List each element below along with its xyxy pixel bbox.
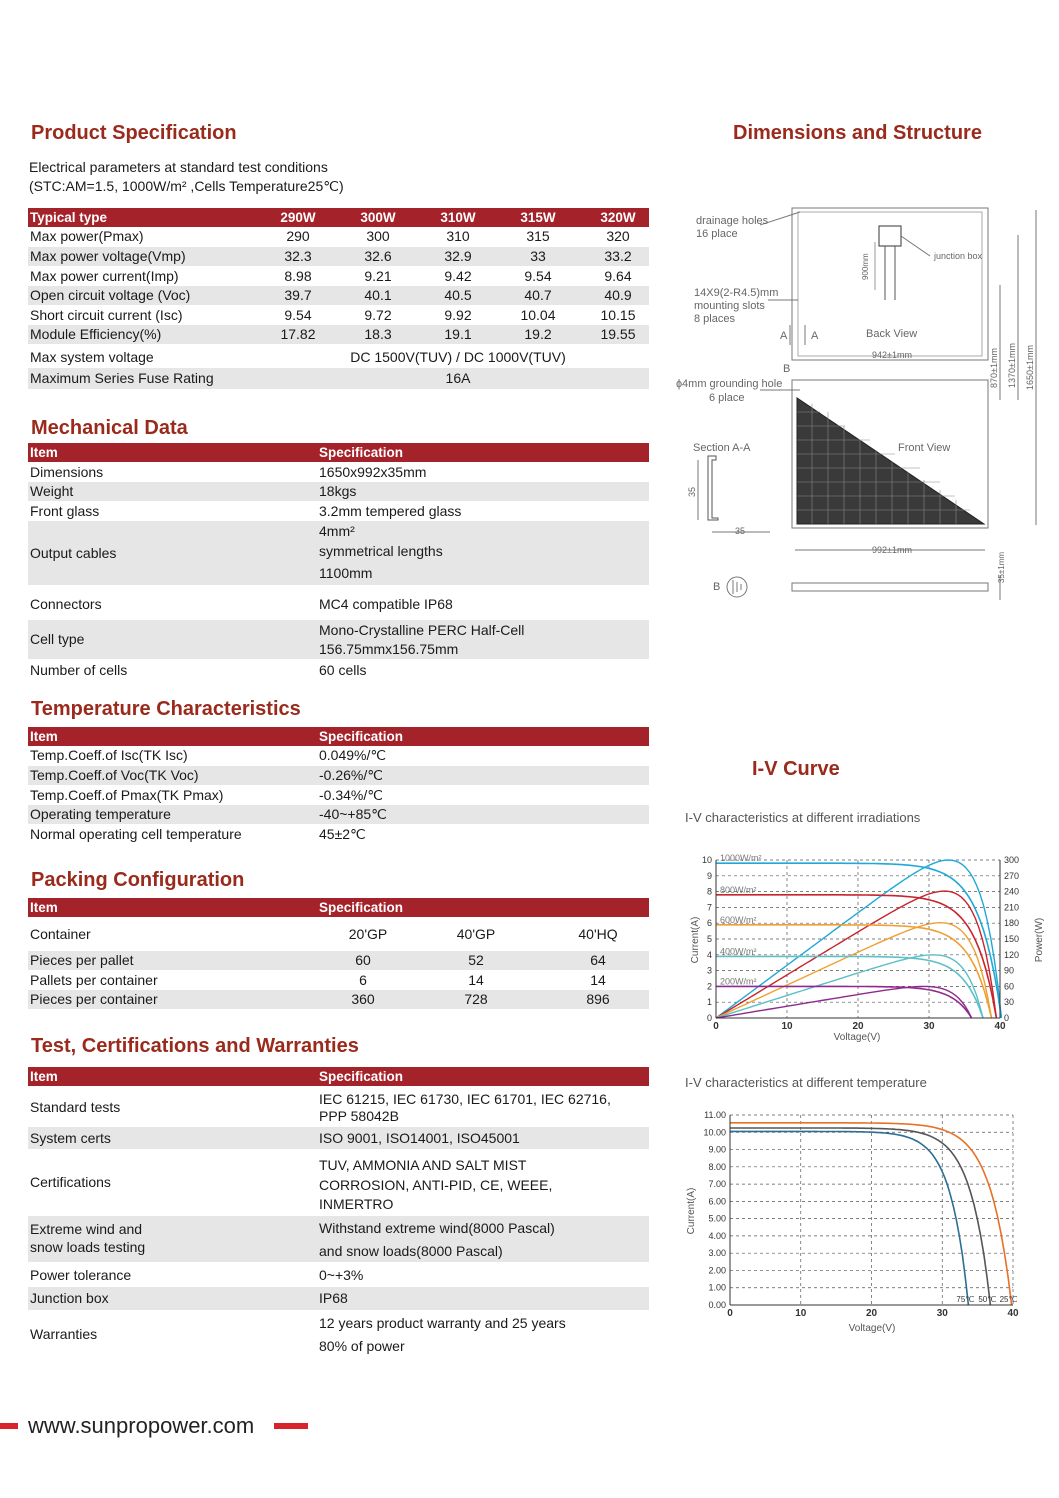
product-spec-row-label: Open circuit voltage (Voc)	[30, 287, 191, 303]
product-spec-row-value: 9.42	[444, 268, 472, 284]
product-spec-row-value: 19.1	[444, 326, 472, 342]
y-tick-label: 1.00	[708, 1282, 726, 1293]
warranties-label: Warranties	[30, 1326, 98, 1342]
num-cells-value: 60 cells	[319, 662, 367, 678]
y-tick-label: 0	[706, 1013, 712, 1023]
iv-curve-0	[730, 1131, 968, 1305]
product-spec-row-value: 9.64	[604, 268, 632, 284]
product-spec-row-value: 19.55	[600, 326, 636, 342]
y2-tick-label: 0	[1004, 1013, 1010, 1023]
product-spec-row-label: Short circuit current (Isc)	[30, 307, 183, 323]
fuse-rating-value: 16A	[445, 370, 471, 386]
section-dim-35: 35	[735, 526, 746, 536]
iv-curve-1	[730, 1128, 990, 1305]
junction-label: Junction box	[30, 1290, 109, 1306]
product-spec-row-value: 32.3	[284, 248, 312, 264]
back-view-label: Back View	[866, 328, 918, 340]
max-system-voltage-label: Max system voltage	[30, 349, 154, 365]
temperature-row-label: Temp.Coeff.of Pmax(TK Pmax)	[30, 787, 224, 803]
y-tick-label: 7	[706, 902, 712, 913]
product-spec-row-label: Max power current(Imp)	[30, 268, 179, 284]
y-tick-label: 0.00	[708, 1300, 726, 1310]
pieces-container-40hq: 896	[586, 991, 610, 1007]
output-cables-line: 1100mm	[319, 565, 373, 581]
fuse-rating-label: Maximum Series Fuse Rating	[30, 370, 214, 386]
y-tick-label: 10.00	[703, 1127, 726, 1138]
series-label: 1000W/m²	[720, 853, 762, 864]
y2-tick-label: 210	[1004, 902, 1020, 913]
y-tick-label: 8	[706, 886, 712, 897]
drainage-holes-label: drainage holes	[696, 215, 769, 227]
product-spec-row-value: 40.1	[364, 287, 392, 303]
front-glass-value: 3.2mm tempered glass	[319, 503, 462, 519]
product-spec-title: Product Specification	[31, 122, 237, 144]
grounding-hole-label: ɸ4mm grounding hole	[676, 378, 783, 390]
product-spec-row-label: Module Efficiency(%)	[30, 326, 162, 342]
section-aa-label: Section A-A	[693, 442, 751, 454]
series-label: 75℃	[956, 1295, 975, 1304]
product-spec-subtitle-stc: (STC:AM=1.5, 1000W/m² ,Cells Temperature25℃)	[29, 178, 344, 194]
packing-title: Packing Configuration	[31, 869, 245, 891]
y-tick-label: 4.00	[708, 1230, 726, 1241]
section-marker-a: A	[780, 330, 788, 342]
temperature-row-label: Temp.Coeff.of Voc(TK Voc)	[30, 767, 199, 783]
cell-type-line: Mono-Crystalline PERC Half-Cell	[319, 622, 525, 638]
dim-992: 992±1mm	[872, 545, 912, 555]
x-tick-label: 0	[713, 1021, 719, 1032]
warranties-line: 80% of power	[319, 1338, 405, 1354]
series-label: 800W/m²	[720, 884, 757, 895]
front-glass-label: Front glass	[30, 503, 100, 519]
y-tick-label: 3.00	[708, 1248, 726, 1259]
dimensions-value: 1650x992x35mm	[319, 464, 427, 480]
product-spec-row-value: 10.15	[600, 307, 636, 323]
header-290w: 290W	[280, 210, 316, 225]
x-tick-label: 0	[727, 1308, 733, 1319]
y-tick-label: 7.00	[708, 1179, 726, 1190]
header-specification: Specification	[319, 900, 404, 915]
y2-tick-label: 60	[1004, 981, 1015, 992]
product-spec-row-value: 40.9	[604, 287, 632, 303]
series-label: 600W/m²	[720, 914, 757, 925]
y2-tick-label: 30	[1004, 997, 1015, 1008]
num-cells-label: Number of cells	[30, 662, 128, 678]
y2-tick-label: 120	[1004, 949, 1020, 960]
side-view-panel	[792, 583, 988, 591]
header-item: Item	[30, 445, 58, 460]
temperature-row-value: 0.049%/℃	[319, 747, 387, 763]
pallets-container-40hq: 14	[590, 972, 606, 988]
grounding-hole-count: 6 place	[709, 392, 745, 404]
y-tick-label: 5	[706, 934, 712, 944]
temperature-title: Temperature Characteristics	[31, 698, 301, 720]
iv-chart1-title: I-V characteristics at different irradiations	[685, 810, 921, 825]
pieces-container-20gp: 360	[351, 991, 375, 1007]
product-spec-subtitle: Electrical parameters at standard test conditions	[29, 159, 328, 175]
dimensions-title: Dimensions and Structure	[733, 122, 982, 144]
product-spec-row-value: 18.3	[364, 326, 392, 342]
iv-temperature-chart	[680, 1105, 1030, 1335]
product-spec-row-value: 32.9	[444, 248, 472, 264]
pallets-container-20gp: 6	[359, 972, 367, 988]
pallets-container-label: Pallets per container	[30, 972, 158, 988]
dimensions-label: Dimensions	[30, 464, 104, 480]
y-tick-label: 6	[706, 918, 712, 929]
header-315w: 315W	[520, 210, 556, 225]
y-tick-label: 11.00	[704, 1110, 726, 1120]
mechanical-title: Mechanical Data	[31, 417, 188, 439]
dim-870: 870±1mm	[989, 348, 999, 388]
max-system-voltage-value: DC 1500V(TUV) / DC 1000V(TUV)	[350, 349, 566, 365]
iv-irradiation-chart	[680, 850, 1050, 1050]
x-tick-label: 30	[936, 1308, 948, 1319]
y-tick-label: 2	[706, 981, 712, 992]
standard-tests-label: Standard tests	[30, 1099, 121, 1115]
chart1-y2label: Power(W)	[1034, 917, 1045, 963]
wind-label: snow loads testing	[30, 1239, 146, 1255]
pieces-pallet-20gp: 60	[355, 952, 371, 968]
mounting-slots-label: mounting slots	[694, 300, 765, 312]
temperature-row-value: -0.26%/℃	[319, 767, 383, 783]
container-40hq: 40'HQ	[578, 926, 618, 942]
standard-tests-line: IEC 61215, IEC 61730, IEC 61701, IEC 62716,	[319, 1091, 611, 1107]
tests-title: Test, Certifications and Warranties	[31, 1035, 359, 1057]
y2-tick-label: 90	[1004, 965, 1015, 976]
product-spec-row-value: 33.2	[604, 248, 632, 264]
y-tick-label: 4	[706, 949, 712, 960]
header-300w: 300W	[360, 210, 396, 225]
mounting-slots-count: 8 places	[694, 313, 735, 325]
section-dim-35: 35	[687, 486, 697, 497]
tolerance-value: 0~+3%	[319, 1267, 364, 1283]
pallets-container-40gp: 14	[468, 972, 484, 988]
wind-line: and snow loads(8000 Pascal)	[319, 1243, 503, 1259]
x-tick-label: 20	[852, 1021, 864, 1032]
product-spec-row-value: 300	[366, 228, 390, 244]
container-40gp: 40'GP	[456, 926, 496, 942]
y-tick-label: 1	[706, 997, 712, 1008]
chart1-labels	[702, 853, 1019, 1032]
product-spec-row-value: 9.72	[364, 307, 392, 323]
header-specification: Specification	[319, 729, 404, 744]
x-tick-label: 10	[795, 1308, 807, 1319]
y-tick-label: 2.00	[708, 1265, 726, 1276]
system-certs-label: System certs	[30, 1130, 111, 1146]
front-view-label: Front View	[898, 442, 951, 454]
chart2-axes	[730, 1115, 1013, 1305]
header-item: Item	[30, 729, 58, 744]
product-spec-row-value: 40.7	[524, 287, 552, 303]
product-spec-row-value: 9.21	[364, 268, 392, 284]
weight-label: Weight	[30, 483, 74, 499]
warranties-line: 12 years product warranty and 25 years	[319, 1315, 566, 1331]
pieces-pallet-40gp: 52	[468, 952, 484, 968]
iv-curve-2	[730, 1123, 1012, 1305]
header-specification: Specification	[319, 445, 404, 460]
wind-line: Withstand extreme wind(8000 Pascal)	[319, 1220, 555, 1236]
y2-tick-label: 270	[1004, 870, 1020, 881]
output-cables-line: 4mm²	[319, 523, 355, 539]
output-cables-line: symmetrical lengths	[319, 543, 443, 559]
dim-35: 35±1mm	[997, 551, 1006, 583]
product-spec-row-value: 17.82	[280, 326, 316, 342]
chart1-ylabel: Current(A)	[690, 916, 701, 964]
product-spec-row-label: Max power voltage(Vmp)	[30, 248, 186, 264]
header-item: Item	[30, 1069, 58, 1084]
series-label: 25℃	[999, 1295, 1018, 1304]
header-310w: 310W	[440, 210, 476, 225]
marker-b: B	[713, 581, 721, 593]
chart2-xlabel: Voltage(V)	[848, 1323, 896, 1334]
junction-value: IP68	[319, 1290, 348, 1306]
certifications-line: TUV, AMMONIA AND SALT MIST	[319, 1157, 527, 1173]
x-tick-label: 20	[865, 1308, 878, 1319]
x-tick-label: 40	[994, 1021, 1006, 1032]
chart1-xlabel: Voltage(V)	[833, 1032, 881, 1043]
product-spec-row-value: 320	[606, 228, 630, 244]
product-spec-row-value: 310	[446, 228, 470, 244]
chart2-grid	[730, 1115, 1013, 1305]
temperature-row-value: -40~+85℃	[319, 806, 387, 822]
marker-b: B	[783, 363, 791, 375]
product-spec-row-value: 290	[286, 228, 310, 244]
tolerance-label: Power tolerance	[30, 1267, 132, 1283]
temperature-row-label: Normal operating cell temperature	[30, 826, 242, 842]
product-spec-row-label: Max power(Pmax)	[30, 228, 144, 244]
standard-tests-line: PPP 58042B	[319, 1108, 399, 1124]
header-typical-type: Typical type	[30, 210, 108, 225]
y2-tick-label: 300	[1004, 855, 1020, 865]
weight-value: 18kgs	[319, 483, 357, 499]
y2-tick-label: 150	[1004, 934, 1020, 944]
temperature-row-value: 45±2℃	[319, 826, 366, 842]
cell-type-label: Cell type	[30, 631, 85, 647]
pieces-pallet-40hq: 64	[590, 952, 606, 968]
cell-type-line: 156.75mmx156.75mm	[319, 641, 459, 657]
y-tick-label: 10	[701, 855, 712, 865]
product-spec-row-value: 19.2	[524, 326, 552, 342]
temperature-row-label: Operating temperature	[30, 806, 171, 822]
dim-942: 942±1mm	[872, 350, 912, 360]
certifications-line: CORROSION, ANTI-PID, CE, WEEE,	[319, 1177, 553, 1193]
wind-label: Extreme wind and	[30, 1221, 143, 1237]
product-spec-row-value: 8.98	[284, 268, 312, 284]
y-tick-label: 6.00	[708, 1196, 726, 1207]
output-cables-label: Output cables	[30, 545, 117, 561]
pieces-container-label: Pieces per container	[30, 991, 158, 1007]
drainage-holes-count: 16 place	[696, 228, 738, 240]
iv-chart2-title: I-V characteristics at different temperature	[685, 1075, 927, 1090]
iv-curve-title: I-V Curve	[752, 758, 840, 780]
y2-tick-label: 180	[1004, 918, 1020, 929]
container-20gp: 20'GP	[348, 926, 388, 942]
series-label: 200W/m²	[720, 976, 757, 987]
y2-tick-label: 240	[1004, 886, 1020, 897]
connectors-label: Connectors	[30, 596, 102, 612]
product-spec-row-value: 33	[530, 248, 546, 264]
chart2-ylabel: Current(A)	[686, 1187, 697, 1235]
product-spec-row-value: 32.6	[364, 248, 392, 264]
section-profile	[708, 456, 718, 520]
product-spec-row-value: 10.04	[520, 307, 556, 323]
product-spec-row-value: 9.92	[444, 307, 472, 323]
system-certs-value: ISO 9001, ISO14001, ISO45001	[319, 1130, 520, 1146]
pieces-pallet-label: Pieces per pallet	[30, 952, 134, 968]
x-tick-label: 30	[923, 1021, 935, 1032]
product-spec-row-value: 315	[526, 228, 550, 244]
certifications-label: Certifications	[30, 1174, 111, 1190]
header-specification: Specification	[319, 1069, 404, 1084]
header-item: Item	[30, 900, 58, 915]
junction-box-label: junction box	[934, 251, 983, 261]
container-label: Container	[30, 926, 91, 942]
product-spec-row-value: 9.54	[284, 307, 312, 323]
product-spec-row-value: 40.5	[444, 287, 472, 303]
product-spec-row-value: 9.54	[524, 268, 552, 284]
product-spec-row-value: 39.7	[284, 287, 312, 303]
temperature-row-value: -0.34%/℃	[319, 787, 383, 803]
y-tick-label: 3	[706, 965, 712, 976]
header-320w: 320W	[600, 210, 636, 225]
x-tick-label: 10	[781, 1021, 793, 1032]
mounting-slots-size: 14X9(2-R4.5)mm	[694, 287, 779, 299]
connectors-value: MC4 compatible IP68	[319, 596, 453, 612]
temperature-row-label: Temp.Coeff.of Isc(TK Isc)	[30, 747, 188, 763]
y-tick-label: 8.00	[708, 1161, 726, 1172]
x-tick-label: 40	[1007, 1308, 1019, 1319]
dim-900: 900mm	[861, 253, 870, 280]
y-tick-label: 9	[706, 870, 712, 881]
series-label: 50℃	[978, 1295, 997, 1304]
section-marker-a: A	[811, 330, 819, 342]
dim-1370: 1370±1mm	[1007, 343, 1017, 388]
chart2-curves	[730, 1123, 1012, 1305]
certifications-line: INMERTRO	[319, 1196, 394, 1212]
y-tick-label: 5.00	[708, 1213, 726, 1224]
y-tick-label: 9.00	[708, 1144, 726, 1155]
dim-1650: 1650±1mm	[1025, 345, 1035, 390]
pieces-container-40gp: 728	[464, 991, 488, 1007]
footer-url[interactable]: www.sunpropower.com	[28, 1413, 255, 1438]
series-label: 400W/m²	[720, 946, 757, 957]
junction-box-shape	[879, 226, 901, 246]
